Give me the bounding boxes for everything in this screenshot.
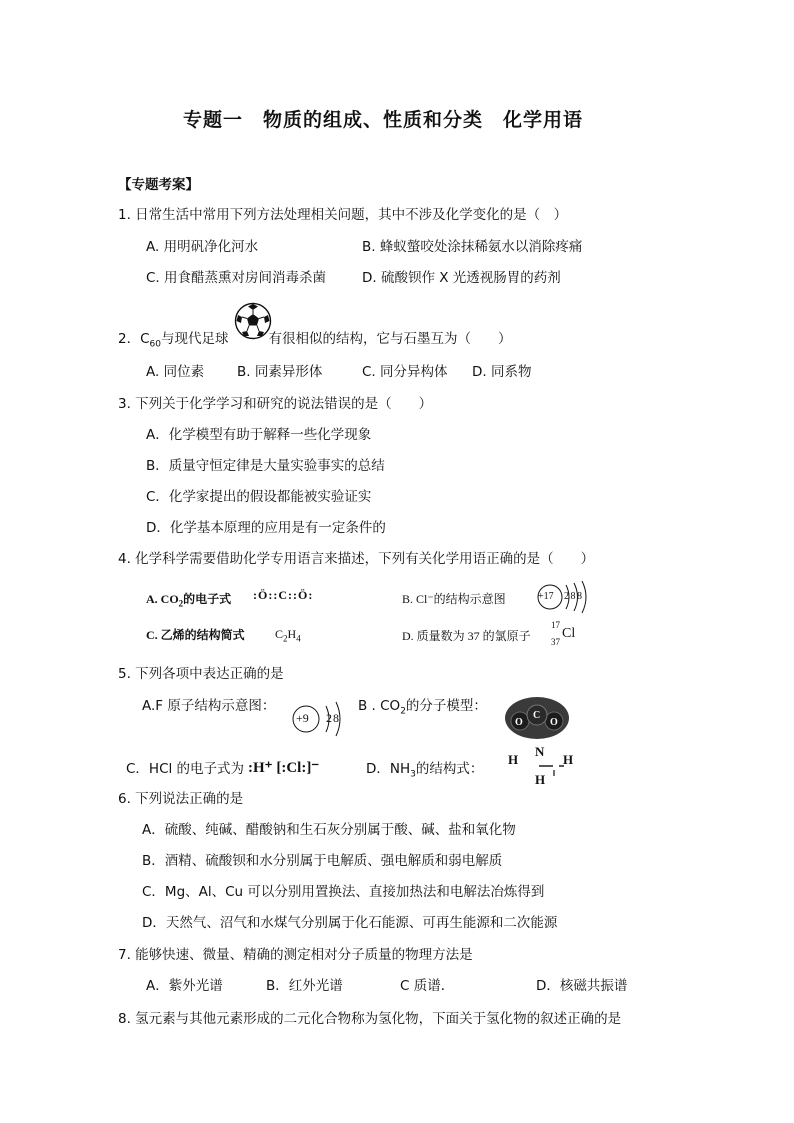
q1-option-d: D. 硫酸钡作 X 光透视肠胃的药剂 (362, 270, 561, 286)
q4-option-b: B. Cl⁻的结构示意图 (402, 592, 506, 606)
q1-option-a: A. 用明矾净化河水 (146, 239, 259, 255)
q7-option-b: B．红外光谱 (266, 978, 343, 994)
q7-option-d: D．核磁共振谱 (536, 978, 628, 994)
q4-co2-electron-formula: :Ö::C::Ö: (253, 588, 314, 602)
q3-option-b: B．质量守恒定律是大量实验事实的总结 (146, 458, 385, 474)
q2-option-b: B. 同素异形体 (237, 364, 323, 380)
q4-option-d: D. 质量数为 37 的氯原子 (402, 629, 531, 643)
nh3-nitrogen: N (535, 744, 545, 759)
q1-option-c: C. 用食醋蒸熏对房间消毒杀菌 (146, 270, 327, 286)
nh3-hydrogen-right: H (563, 752, 574, 767)
q2-stem: 2．$C_{60}$与现代足球 有很相似的结构，它与石墨互为（ ） (118, 331, 512, 350)
q3-stem: 3. 下列关于化学学习和研究的说法错误的是（ ） (118, 396, 433, 412)
q7-stem: 7. 能够快速、微量、精确的测定相对分子质量的物理方法是 (118, 947, 473, 963)
q4-option-c: C. 乙烯的结构简式 (146, 628, 245, 642)
co2-model-oxygen-left: O (515, 717, 523, 728)
q2-option-d: D. 同系物 (472, 364, 532, 380)
q4-stem: 4. 化学科学需要借助化学专用语言来描述，下列有关化学用语正确的是（ ） (118, 551, 595, 567)
q7-option-a: A．紫外光谱 (146, 978, 223, 994)
cl-mass-number: 37 (551, 637, 560, 647)
q6-stem: 6. 下列说法正确的是 (118, 791, 244, 807)
q5-option-b: B . $CO_2$的分子模型： (358, 698, 487, 717)
hcl-electron-formula: :H⁺ [:Cl:]⁻ (248, 760, 320, 776)
q3-option-a: A．化学模型有助于解释一些化学现象 (146, 427, 372, 443)
cl-symbol: Cl (562, 626, 576, 641)
section-heading: 【专题考案】 (118, 177, 199, 193)
q8-stem: 8. 氢元素与其他元素形成的二元化合物称为氢化物，下面关于氢化物的叙述正确的是 (118, 1011, 622, 1027)
f-nucleus-label: +9 (296, 711, 309, 725)
q4-ethylene-formula: $C_2H_4$ (275, 627, 301, 644)
co2-model-oxygen-right: O (550, 717, 558, 728)
q5-option-d: D．$NH_3$的结构式： (366, 761, 484, 780)
cl-shell-electrons: 2 8 8 (564, 591, 582, 602)
q5-option-a: A.F 原子结构示意图： (142, 698, 276, 714)
f-shell-electrons: 2 8 (326, 711, 339, 725)
q7-option-c: C 质谱． (400, 978, 455, 994)
q3-option-c: C．化学家提出的假设都能被实验证实 (146, 489, 372, 505)
co2-model-carbon: C (533, 710, 541, 721)
q5-option-c: C．HCl 的电子式为 (126, 761, 245, 777)
q4-option-a: A. $CO_2$的电子式 (146, 592, 232, 609)
soccer-ball-icon (234, 302, 272, 340)
q3-option-d: D．化学基本原理的应用是有一定条件的 (146, 520, 386, 536)
q2-option-c: C. 同分异构体 (362, 364, 448, 380)
nh3-hydrogen-bottom: H (535, 772, 546, 787)
q2-option-a: A. 同位素 (146, 364, 205, 380)
q6-option-a: A．硫酸、纯碱、醋酸钠和生石灰分别属于酸、碱、盐和氧化物 (142, 822, 516, 838)
page-title: 专题一 物质的组成、性质和分类 化学用语 (183, 109, 584, 131)
nh3-hydrogen-left: H (508, 752, 519, 767)
q6-option-d: D．天然气、沼气和水煤气分别属于化石能源、可再生能源和二次能源 (142, 915, 558, 931)
cl-atomic-number: 17 (551, 620, 560, 630)
cl-nucleus-label: +17 (538, 591, 554, 602)
q1-stem: 1. 日常生活中常用下列方法处理相关问题，其中不涉及化学变化的是（ ） (118, 207, 568, 223)
q5-stem: 5. 下列各项中表达正确的是 (118, 666, 284, 682)
q6-option-c: C．Mg、Al、Cu 可以分别用置换法、直接加热法和电解法冶炼得到 (142, 884, 545, 900)
q1-option-b: B. 蜂蚁螫咬处涂抹稀氨水以消除疼痛 (362, 239, 583, 255)
q6-option-b: B．酒精、硫酸钡和水分别属于电解质、强电解质和弱电解质 (142, 853, 503, 869)
